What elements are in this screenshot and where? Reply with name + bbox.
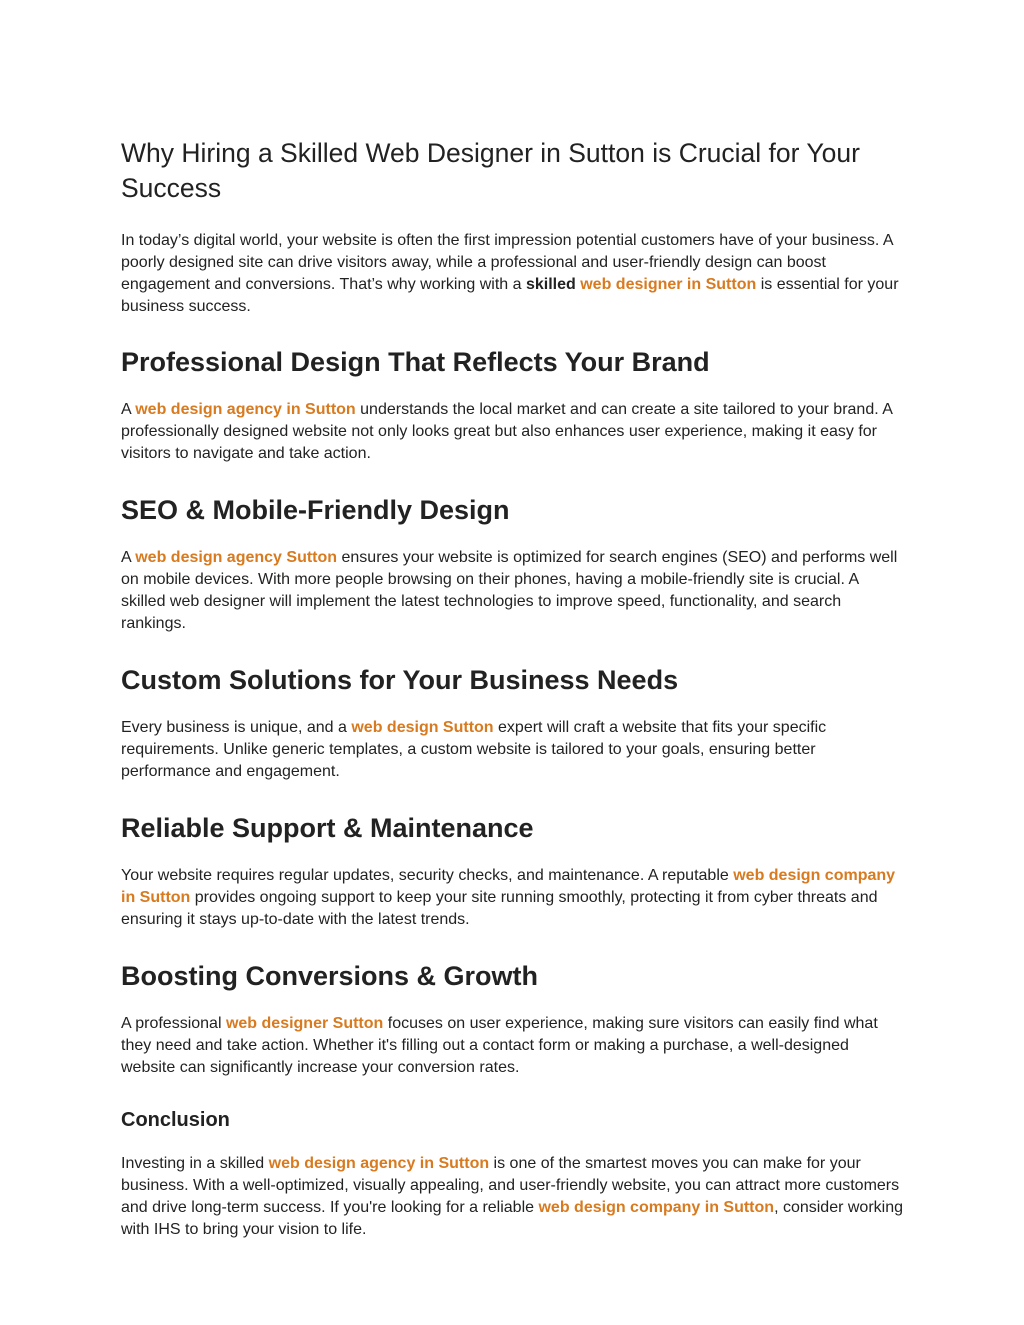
link-web-design-sutton[interactable]: web design Sutton	[351, 719, 494, 736]
paragraph-text: A	[121, 549, 136, 566]
paragraph-professional-design	[121, 399, 906, 465]
paragraph-boosting-conversions	[121, 1013, 906, 1079]
link-web-designer-in-sutton[interactable]: web designer in Sutton	[580, 276, 757, 293]
paragraph-text: Your website requires regular updates, security checks, and maintenance. A reputable	[121, 867, 734, 884]
link-web-designer-sutton[interactable]: web designer Sutton	[225, 1015, 384, 1032]
paragraph-reliable-support	[121, 865, 906, 931]
paragraph-text: expert will craft a website that fits your specific requirements. Unlike generic templates, a custom website is tailored to your goals, ensuring better performance and engagement.	[121, 719, 827, 780]
paragraph-text: , consider working with IHS to bring your vision to life.	[121, 1199, 904, 1238]
heading-reliable-support: Reliable Support & Maintenance	[121, 813, 534, 843]
intro-text-1: In today’s digital world, your website is often the first impression potential customers have of your business. A poorly designed site can drive visitors away, while a professional and user-friendly design can boost engagement and conversions. That’s why working with a	[121, 232, 893, 293]
paragraph-conclusion	[121, 1153, 906, 1241]
link-web-design-company-in-sutton[interactable]: web design company in Sutton	[121, 867, 896, 906]
link-web-design-company-in-sutton-conclusion[interactable]: web design company in Sutton	[538, 1199, 775, 1216]
heading-boosting-conversions: Boosting Conversions & Growth	[121, 961, 539, 991]
link-web-design-agency-in-sutton[interactable]: web design agency in Sutton	[135, 401, 356, 418]
paragraph-seo-mobile	[121, 547, 906, 635]
heading-professional-design: Professional Design That Reflects Your Brand	[121, 347, 710, 377]
paragraph-text: Investing in a skilled	[121, 1155, 269, 1172]
document-title: Why Hiring a Skilled Web Designer in Sutton is Crucial for Your Success	[121, 138, 860, 203]
paragraph-text: ensures your website is optimized for search engines (SEO) and performs well on mobile devices. With more people browsing on their phones, having a mobile-friendly site is crucial. A skilled web designer will implement the latest technologies to improve speed, functionality, and search rankings.	[121, 549, 898, 632]
paragraph-text: is one of the smartest moves you can make for your business. With a well-optimized, visually appealing, and user-friendly website, you can attract more customers and drive long-term success. If you're looking for a reliable	[121, 1155, 900, 1216]
paragraph-text: A	[121, 401, 136, 418]
paragraph-text: understands the local market and can create a site tailored to your brand. A professionally designed website not only looks great but also enhances user experience, making it easy for visitors to navigate and take action.	[121, 401, 893, 462]
heading-seo-mobile: SEO & Mobile-Friendly Design	[121, 495, 510, 525]
heading-conclusion: Conclusion	[121, 1109, 230, 1131]
link-web-design-agency-in-sutton-conclusion[interactable]: web design agency in Sutton	[268, 1155, 490, 1172]
paragraph-text: focuses on user experience, making sure visitors can easily find what they need and take action. Whether it's filling out a contact form or making a purchase, a well-designed website can significantly increase your conversion rates.	[121, 1015, 878, 1076]
paragraph-text: provides ongoing support to keep your site running smoothly, protecting it from cyber threats and ensuring it stays up-to-date with the latest trends.	[121, 889, 878, 928]
paragraph-text: A professional	[121, 1015, 226, 1032]
intro-text-2: is essential for your business success.	[121, 276, 899, 315]
heading-custom-solutions: Custom Solutions for Your Business Needs	[121, 665, 679, 695]
link-web-design-agency-sutton[interactable]: web design agency Sutton	[135, 549, 338, 566]
paragraph-text: Every business is unique, and a	[121, 719, 352, 736]
paragraph-custom-solutions	[121, 717, 906, 783]
intro-bold-text: skilled	[525, 276, 576, 293]
intro-paragraph	[121, 230, 906, 318]
